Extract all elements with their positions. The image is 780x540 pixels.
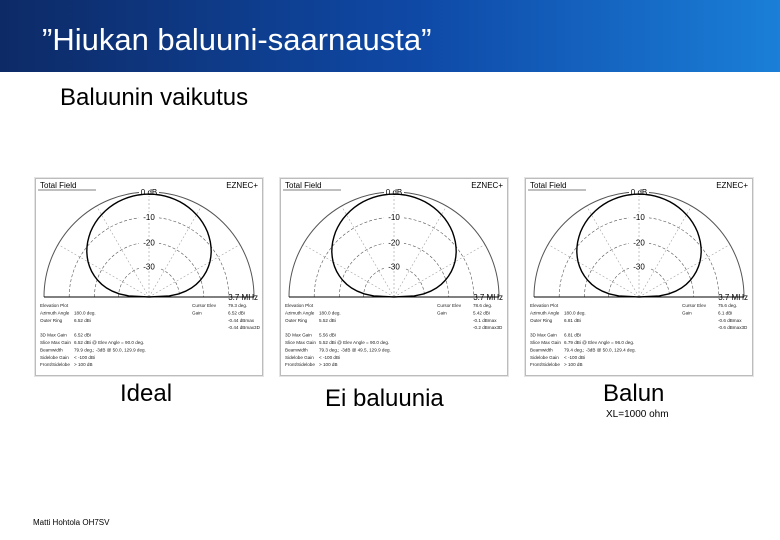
info-label: Beamwidth: [285, 347, 308, 353]
info-label: Outer Ring: [40, 317, 63, 323]
info-value-right: 78.6 deg.: [473, 303, 493, 308]
info-value: 6.52 dBi: [74, 332, 91, 338]
plot-no-balun: [280, 178, 508, 376]
info-value: 6.79 dBi @ Elev Angle = 96.0 deg.: [564, 340, 635, 345]
ring-arc: [69, 217, 229, 297]
ring-label: -20: [633, 238, 645, 248]
plot-program: EZNEC+: [226, 181, 258, 190]
ring-label: 0 dB: [140, 188, 158, 197]
ring-label: -10: [633, 213, 645, 223]
plot-title: Total Field: [285, 181, 322, 190]
info-value-right: 6.52 dBi: [228, 310, 245, 316]
info-value: 6.52 dBi @ Elev Angle = 90.0 deg.: [74, 340, 145, 345]
info-label: 3D Max Gain: [285, 332, 312, 338]
info-label: Elevation Plot: [40, 303, 69, 308]
info-label: Outer Ring: [530, 317, 553, 323]
info-label: Front/Sidelobe: [285, 362, 315, 368]
info-value: > 100 dB: [319, 362, 338, 368]
info-value-right: -0.44 dBmax: [228, 317, 255, 323]
caption-ideal: Ideal: [120, 380, 173, 407]
info-value: 5.52 dBi @ Elev Angle = 90.0 deg.: [319, 340, 390, 345]
ring-arc: [314, 217, 474, 297]
info-value-right: -0.2 dBmax3D: [473, 325, 503, 331]
info-label-right: Cursor Elev: [682, 303, 706, 308]
info-value-right: 5.42 dBi: [473, 310, 490, 316]
freq-label: 3.7 MHz: [228, 293, 258, 302]
info-label: Sidelobe Gain: [530, 354, 559, 360]
info-value: < -100 dBi: [319, 354, 341, 360]
plot-program: EZNEC+: [471, 181, 503, 190]
freq-label: 3.7 MHz: [718, 293, 748, 302]
info-label-right: Gain: [192, 310, 202, 316]
info-label: 3D Max Gain: [530, 332, 557, 338]
info-value: < -100 dBi: [564, 354, 586, 360]
header-bar: [0, 0, 780, 72]
plot-ideal: [35, 178, 263, 376]
radial-line: [548, 245, 639, 298]
info-value-right: 75.6 deg.: [718, 303, 738, 308]
info-value: 180.0 deg.: [74, 310, 96, 316]
radial-line: [303, 245, 394, 298]
info-label: Outer Ring: [285, 317, 308, 323]
radial-line: [58, 245, 149, 298]
ring-label: -30: [388, 262, 400, 272]
info-label: Elevation Plot: [530, 303, 559, 308]
freq-label: 3.7 MHz: [473, 293, 503, 302]
ring-arc: [559, 217, 719, 297]
info-label: Sidelobe Gain: [285, 354, 314, 360]
info-value-right: -0.6 dBmax: [718, 317, 742, 323]
info-label: Slice Max Gain: [530, 340, 561, 345]
info-value: 6.81 dBi: [564, 317, 581, 323]
info-label: Azimuth Angle: [285, 310, 315, 316]
info-label: Front/Sidelobe: [530, 362, 560, 368]
info-label: Slice Max Gain: [40, 340, 71, 345]
plot-title: Total Field: [40, 181, 77, 190]
ring-label: 0 dB: [630, 188, 648, 197]
plot-program: EZNEC+: [716, 181, 748, 190]
info-label-right: Cursor Elev: [192, 303, 216, 308]
ring-label: -10: [143, 213, 155, 223]
ring-label: 0 dB: [385, 188, 403, 197]
ring-label: -20: [143, 238, 155, 248]
info-value: 180.0 deg.: [564, 310, 586, 316]
info-label: Sidelobe Gain: [40, 354, 69, 360]
polar-plot-svg: [526, 179, 752, 375]
info-value-right: -0.1 dBmax: [473, 317, 497, 323]
radial-line: [394, 245, 485, 298]
caption-no-balun: Ei baluunia: [325, 385, 444, 412]
info-value: > 100 dB: [74, 362, 93, 368]
info-value: > 100 dB: [564, 362, 583, 368]
info-value-right: 6.1 dBi: [718, 310, 733, 316]
ring-label: -30: [633, 262, 645, 272]
info-label: Azimuth Angle: [530, 310, 560, 316]
slide-subtitle: Baluunin vaikutus: [60, 84, 249, 111]
polar-plot-svg: [36, 179, 262, 375]
info-value-right: -0.6 dBmax3D: [718, 325, 748, 331]
info-value: 79.9 deg.; -3dB @ 50.0, 129.9 deg.: [74, 347, 146, 353]
info-label-right: Gain: [682, 310, 692, 316]
info-label: Front/Sidelobe: [40, 362, 70, 368]
ring-label: -20: [388, 238, 400, 248]
radial-line: [639, 245, 730, 298]
info-label-right: Gain: [437, 310, 447, 316]
info-value-right: -0.44 dBmax3D: [228, 325, 260, 331]
info-label: Beamwidth: [530, 347, 553, 353]
info-value: 79.3 deg.; -3dB @ 49.5, 129.9 deg.: [319, 347, 391, 353]
info-label: 3D Max Gain: [40, 332, 67, 338]
info-value-right: 79.3 deg.: [228, 303, 248, 308]
info-label-right: Cursor Elev: [437, 303, 461, 308]
info-label: Beamwidth: [40, 347, 63, 353]
caption-balun: Balun: [603, 380, 665, 407]
footer-author: Matti Hohtola OH7SV: [33, 518, 110, 527]
info-value: 79.4 deg.; -3dB @ 50.0, 129.4 deg.: [564, 347, 636, 353]
polar-plot-svg: [281, 179, 507, 375]
info-label: Slice Max Gain: [285, 340, 316, 345]
info-value: < -100 dBi: [74, 354, 96, 360]
plot-title: Total Field: [530, 181, 567, 190]
info-value: 5.52 dBi: [319, 317, 336, 323]
ring-label: -10: [388, 213, 400, 223]
ring-label: -30: [143, 262, 155, 272]
slide-title: ”Hiukan baluuni-saarnausta”: [42, 22, 432, 57]
info-value: 6.52 dBi: [74, 317, 91, 323]
info-value: 180.0 deg.: [319, 310, 341, 316]
info-value: 5.56 dBi: [319, 332, 336, 338]
info-label: Azimuth Angle: [40, 310, 70, 316]
balun-note: XL=1000 ohm: [606, 409, 669, 420]
info-value: 6.81 dBi: [564, 332, 581, 338]
radial-line: [149, 245, 240, 298]
plot-balun: [525, 178, 753, 376]
info-label: Elevation Plot: [285, 303, 314, 308]
